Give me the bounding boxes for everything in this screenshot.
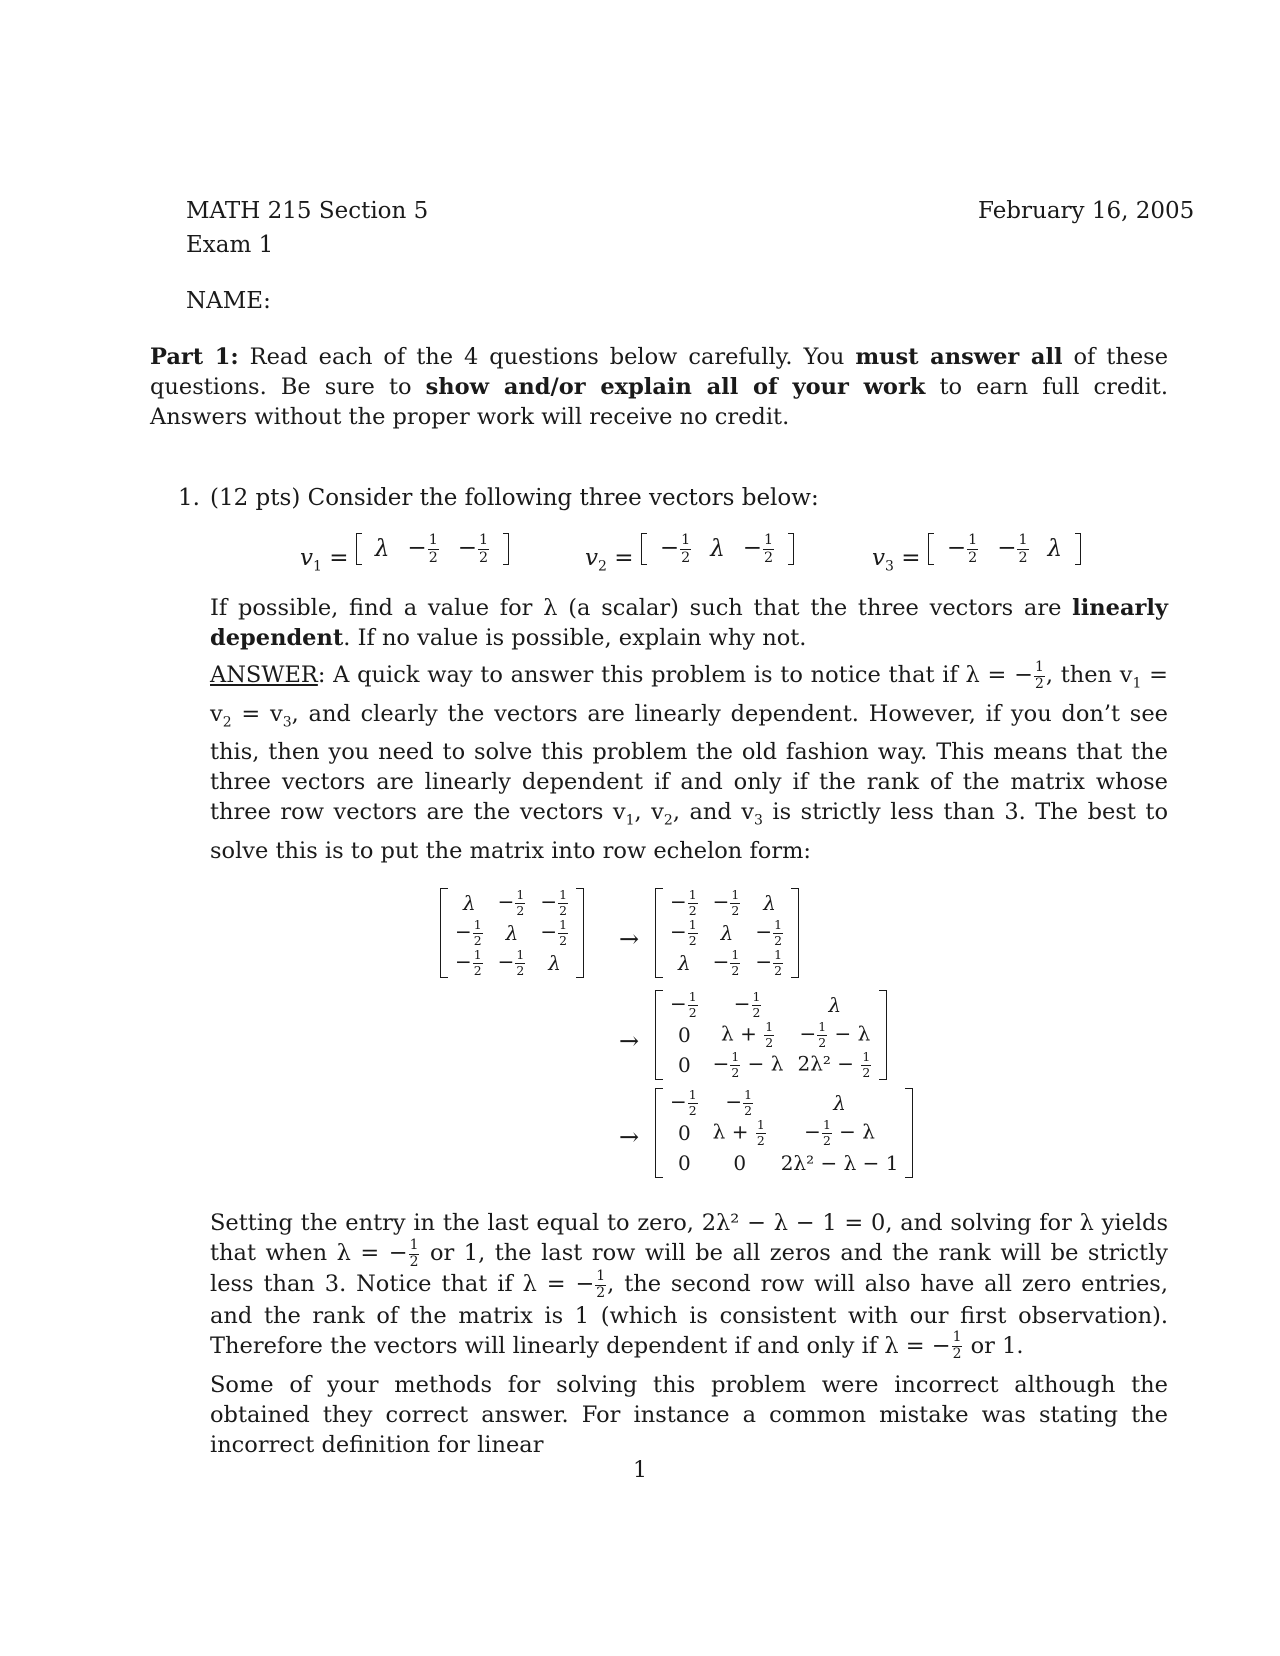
arrow-3: → [619,1123,640,1151]
exam-date: February 16, 2005 [978,198,1195,224]
vector-v3: $v_3$ = − $\frac{1}{2}$ − $\frac{1}{2}$ λ [872,533,1081,575]
vector-v2: $v_2$ = − $\frac{1}{2}$ λ − $\frac{1}{2}$ [585,533,794,575]
question-prompt: If possible, find a value for λ (a scalar) such that the three vectors are linearly dependent. If no value is possible, explain why not. [210,595,1168,651]
matrix-original: λ − $\frac{1}{2}$ − $\frac{1}{2}$ − $\frac{1}{2}$ λ − $\frac{1}{2}$ − $\frac{1}{2}$ − $\frac{1}{2}$ λ [440,888,584,978]
exam-title: Exam 1 [186,232,274,258]
name-label: NAME: [186,288,271,314]
answer-label: ANSWER [210,662,318,688]
matrix-step-2: − $\frac{1}{2}$ − $\frac{1}{2}$ λ 0 λ + $\frac{1}{2}$ − $\frac{1}{2}$ − λ 0 − $\frac{1}{2}$ − λ 2λ² − $\frac{1}{2}$ [655,990,887,1080]
answer-paragraph: ANSWER: A quick way to answer this problem is to notice that if λ = − $\frac{1}{2}$ , then $v_1 = v_2 = v_3$, and clearly the vectors are linearly dependent. However, if you don’t see this, then you need to solve this problem the old fashion way. This means that the three vectors are linearly dependent if and only if the rank of the matrix whose three row vectors are the vectors $v_1$, $v_2$, and $v_3$ is strictly less than 3. The best to solve this is to put the matrix into row echelon form: [210,658,1168,864]
page-number: 1 [633,1458,647,1483]
arrow-2: → [619,1027,640,1055]
matrix-swapped: − $\frac{1}{2}$ − $\frac{1}{2}$ λ − $\frac{1}{2}$ λ − $\frac{1}{2}$ λ − $\frac{1}{2}$ − $\frac{1}{2}$ [655,888,799,978]
course-title: MATH 215 Section 5 [186,198,429,224]
question-number: 1. [178,485,200,511]
part1-label: Part 1: [150,344,239,370]
matrix-echelon: − $\frac{1}{2}$ − $\frac{1}{2}$ λ 0 λ + $\frac{1}{2}$ − $\frac{1}{2}$ − λ 0 0 2λ² − λ − 1 [655,1088,913,1178]
part1-instructions: Part 1: Read each of the 4 questions below carefully. You must answer all of these questions. Be sure to show and/or explain all of your work to earn full credit. Answers without the proper work will receive no credit. [150,344,1169,430]
vector-v1: $v_1$ = λ − $\frac{1}{2}$ − $\frac{1}{2}$ [300,533,509,575]
methods-paragraph: Some of your methods for solving this problem were incorrect although the obtained they correct answer. For instance a common mistake was stating the incorrect definition for linear [210,1372,1168,1458]
arrow-1: → [619,925,640,953]
setting-paragraph: Setting the entry in the last equal to zero, 2λ² − λ − 1 = 0, and solving for λ yields that when λ = − $\frac{1}{2}$ or 1, the last row will be all zeros and the rank will be strictly less than 3. Notice that if λ = − $\frac{1}{2}$ , the second row will also have all zero entries, and the rank of the matrix is 1 (which is consistent with our first observation). Therefore the vectors will linearly dependent if and only if λ = − $\frac{1}{2}$ or 1. [210,1210,1168,1363]
question-intro: (12 pts) Consider the following three vectors below: [210,485,819,511]
